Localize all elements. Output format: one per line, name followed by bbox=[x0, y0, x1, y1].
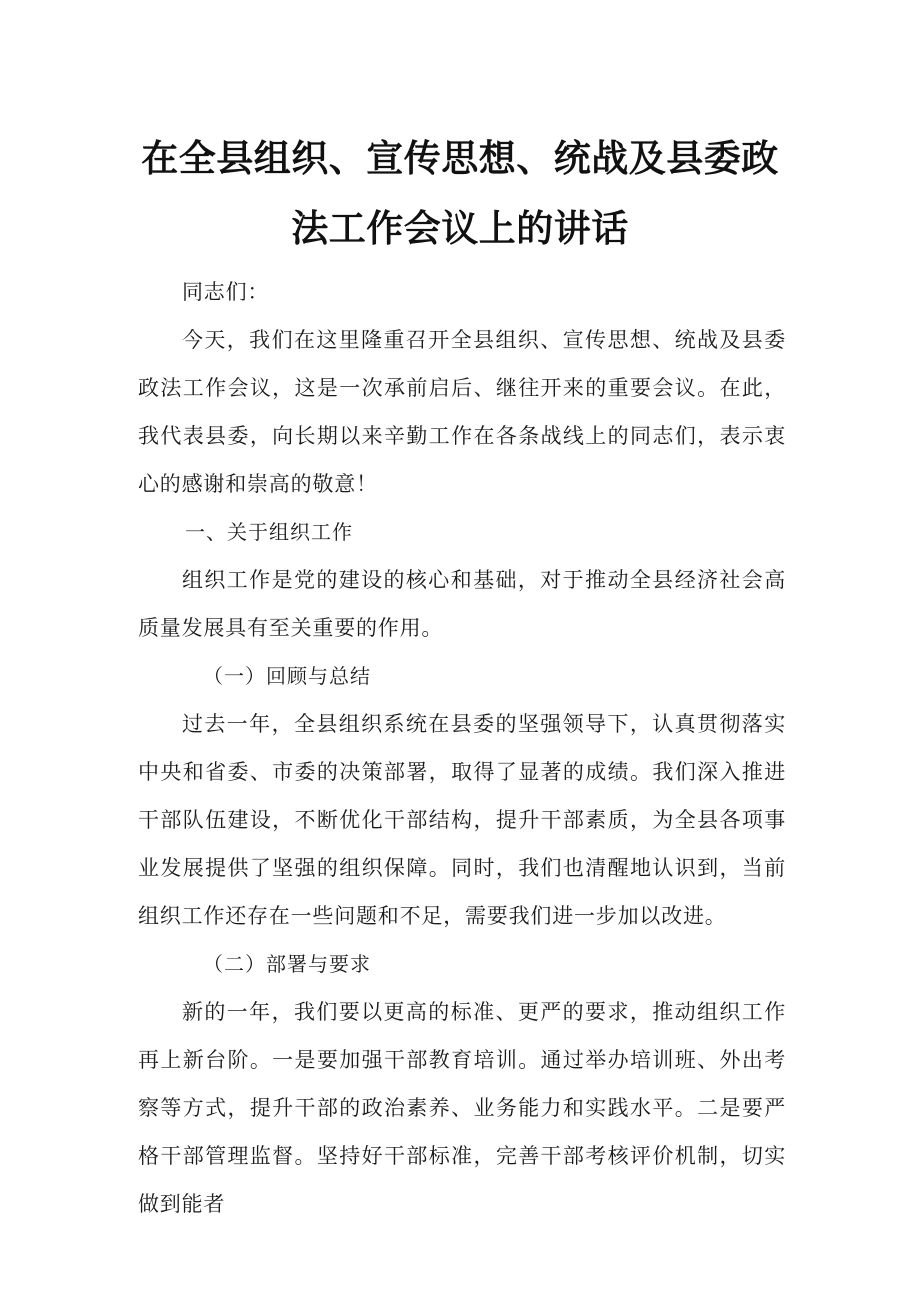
subsection-heading-deployment: （二）部署与要求 bbox=[203, 952, 371, 976]
document-title-line2: 法工作会议上的讲话 bbox=[291, 207, 629, 250]
paragraph-review: 过去一年，全县组织系统在县委的坚强领导下，认真贯彻落实中央和省委、市委的决策部署，取得了显著的成绩。我们深入推进干部队伍建设，不断优化干部结构，提升干部素质，为全县各项事业发展提供了坚强的组织保障。同时，我们也清醒地认识到，当前组织工作还存在一些问题和不足，需要我们进一步加以改进。 bbox=[138, 712, 786, 928]
document-title-line1: 在全县组织、宣传思想、统战及县委政 bbox=[141, 137, 779, 180]
paragraph-deployment: 新的一年，我们要以更高的标准、更严的要求，推动组织工作再上新台阶。一是要加强干部教育培训。通过举办培训班、外出考察等方式，提升干部的政治素养、业务能力和实践水平。二是要严格干部管理监督。坚持好干部标准，完善干部考核评价机制，切实做到能者 bbox=[138, 1000, 786, 1216]
salutation: 同志们： bbox=[182, 280, 270, 304]
paragraph-section1: 组织工作是党的建设的核心和基础，对于推动全县经济社会高质量发展具有至关重要的作用。 bbox=[138, 568, 786, 640]
paragraph-intro: 今天，我们在这里隆重召开全县组织、宣传思想、统战及县委政法工作会议，这是一次承前启后、继往开来的重要会议。在此，我代表县委，向长期以来辛勤工作在各条战线上的同志们，表示衷心的感谢和崇高的敬意！ bbox=[138, 328, 786, 496]
subsection-heading-review: （一）回顾与总结 bbox=[203, 664, 371, 688]
section-heading-organization: 一、关于组织工作 bbox=[185, 520, 353, 544]
